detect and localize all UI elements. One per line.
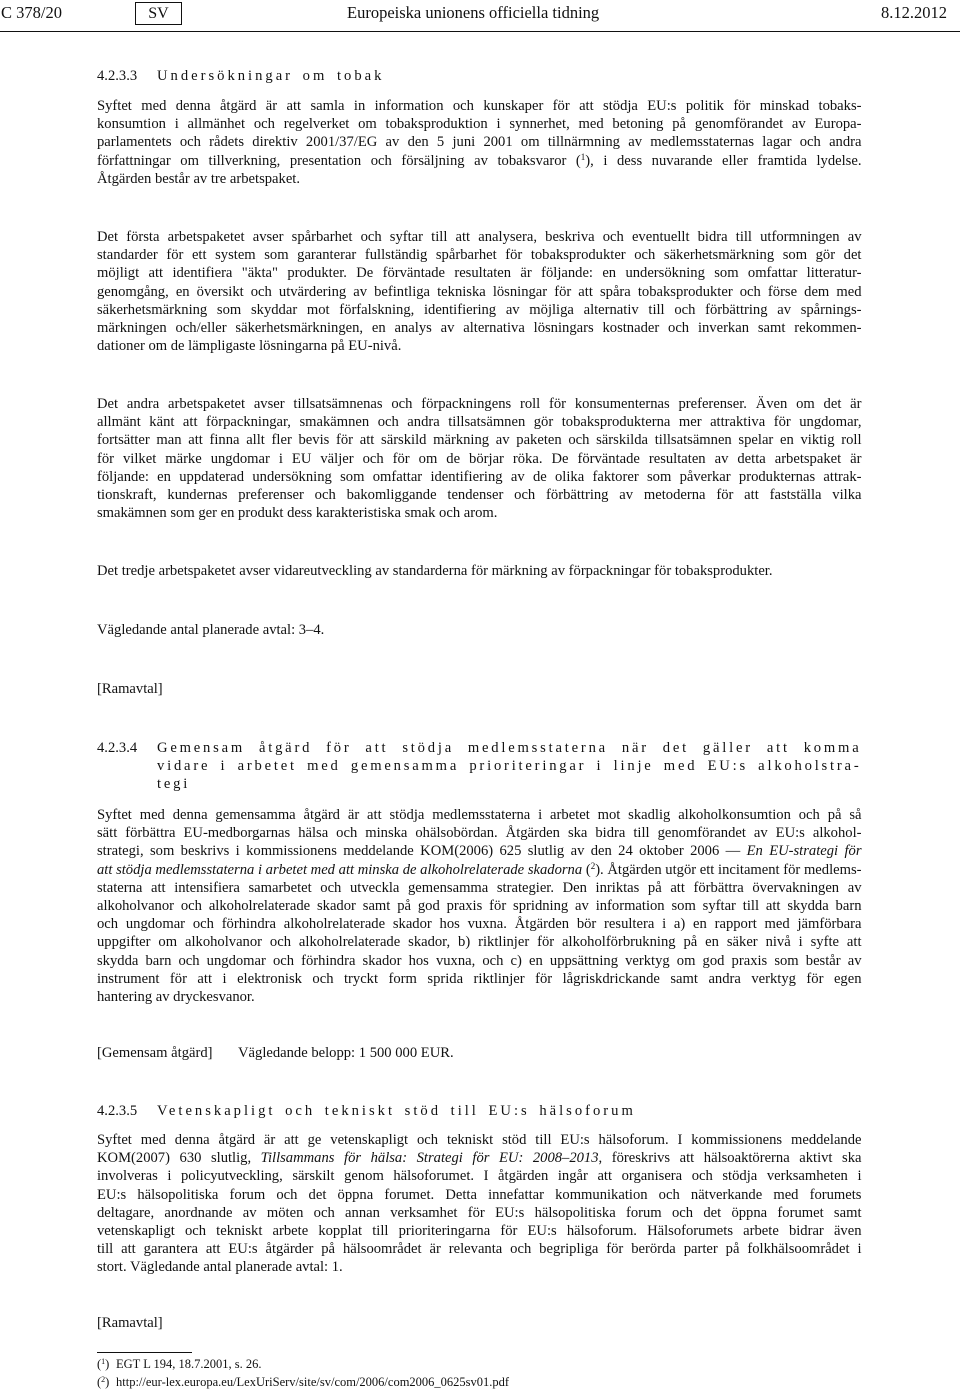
page-reference: C 378/20: [1, 3, 62, 22]
language-badge: SV: [135, 2, 182, 25]
paragraph-line: tionskraft, kundernas preferenser och bakomliggande tendenser och förbättring av metoderna för att fastställa vilka: [97, 486, 862, 503]
paragraph-line: för vilket märke ungdomar i EU väljer och för om de börjar röka. De förväntade resultaten av detta arbetspaket är: [97, 450, 862, 467]
paragraph-line: Syftet med denna åtgärd är att samla in information och kunskaper för att stödja EU:s politik för minskad tobaks-: [97, 98, 862, 114]
paragraph-line: följande: en uppdaterad undersökning som omfattar identifiering av de olika faktorer som påverkar produkternas attrak-: [97, 468, 862, 485]
paragraph-intro: [97, 97, 862, 188]
paragraph-line: uppgifter om alkoholvanor och alkoholrelaterade skador, b) riktlinjer för alkoholförbrukning på en säker nivå i syfte att: [97, 934, 862, 951]
line-text: ). Åtgärden utgör ett incitament för medlems-: [595, 861, 862, 878]
funding-type: [Gemensam åtgärd]: [97, 1045, 213, 1061]
paragraph-line: möjligt att identifiera "äkta" produkter. De förväntade resultaten är följande: en undersökning som omfattar litteratur-: [97, 265, 862, 282]
paragraph-health-forum: [97, 1131, 862, 1277]
paragraph-line: smakämnen som ger en produkt dess karakteristiska smak och arom.: [97, 505, 498, 522]
paragraph-line: sätt förbättra EU-medborgarnas hälsa och minska ohälsobördan. Åtgärden ska bidra till genomförandet av EU:s alkohol-: [97, 825, 862, 842]
indicative-amount: Vägledande belopp: 1 500 000 EUR.: [238, 1045, 454, 1061]
line-text: , föreskrivs att hälsoaktörerna aktivt ska: [598, 1150, 862, 1167]
footnote: [97, 1355, 862, 1373]
paragraph-line: säkerhetsmärkning som skyddar mot förfalskning, identifiering av möjliga alternativ till och förbättring av spårnings-: [97, 301, 862, 318]
contract-type: [97, 1314, 862, 1332]
paragraph-line: alkoholvanor och alkoholrelaterade skador samt på god praxis för spridning av information som syftar till att skydda barn: [97, 897, 862, 914]
paragraph-line: vetenskapligt och tekniskt arbete kopplat till prioriteringarna för EU:s hälsoforum. Hälsoforumets arbete bidrar även: [97, 1222, 862, 1239]
footnote-ref: [97, 1373, 109, 1391]
paragraph-line: standarder för ett system som garanterar fullständig spårbarhet för tobaksprodukter och säkerhetsmärkning som gör det: [97, 247, 862, 264]
paragraph-line: EU:s hälsopolitiska forum och det öppna forumet. Detta innefattar kommunikation och nätverkande med forumets: [97, 1186, 862, 1203]
section-title-line: vidare i arbetet med gemensamma prioriteringar i linje med EU:s alkoholstra-: [157, 758, 862, 775]
paragraph-line: allmänt känt att förpackningar, smakämnen och andra tillsatsämnen gör tobaksprodukterna mer attraktiva för ungdomar,: [97, 414, 862, 431]
paragraph-line: och ungdomar och förhindra alkoholrelaterade skador hos vuxna. Åtgärden bör resultera i a) en rapport med jämförbara: [97, 916, 862, 933]
section-title-line: Gemensam åtgärd för att stödja medlemsstaterna när det gäller att komma: [157, 740, 862, 756]
paragraph-line: deltagare, anordnande av möten och annan verksamhet för EU:s hälsopolitiska forum och det öppna forumet samt: [97, 1204, 862, 1221]
paren: ): [105, 1357, 110, 1371]
paragraph-line: [97, 842, 862, 860]
paragraph-line: [Ramavtal]: [97, 1315, 163, 1331]
section-title: Undersökningar om tobak: [157, 68, 385, 84]
footnote: [97, 1373, 862, 1391]
paragraph-line: konsumtion i allmänhet och regelverket om tobaksproduktion i synnerhet, med betoning på genomförandet av Europa-: [97, 116, 862, 133]
footnote-rule: [97, 1352, 192, 1353]
paragraph-line: dationer om de lämpligaste lösningarna på EU-nivå.: [97, 338, 402, 355]
paragraph-line: Det andra arbetspaketet avser tillsatsämnenas och förpackningens roll för konsumenternas preferenser. Även om det är: [97, 396, 862, 412]
paragraph-work-package-2: [97, 395, 862, 522]
header-rule: [0, 31, 960, 32]
paragraph-line: till att garantera att EU:s åtgärder på hälsoområdet är relevanta och begripliga för berörda parter på folkhälsoområdet i: [97, 1241, 862, 1258]
paragraph-line: skydda barn och ungdomar och förhindra skador hos vuxna, och c) en uppsättning verktyg om god praxis som består av: [97, 952, 862, 969]
footnote-marker: 2: [590, 860, 596, 871]
paragraph-line: [97, 861, 862, 879]
paragraph-line: [Ramavtal]: [97, 681, 163, 697]
line-text: strategi, som beskrivs i kommissionens meddelande KOM(2006) 625 slutlig av den 24 oktober 2006 —: [97, 843, 747, 860]
line-text: författningar om tillverkning, presentation och försäljning av tobaksvaror (: [97, 152, 581, 169]
paragraph-line: [97, 1149, 862, 1167]
footnote-number: 2: [101, 1375, 106, 1384]
footnote-text: EGT L 194, 18.7.2001, s. 26.: [116, 1357, 262, 1371]
paragraph-line: genomgång, en översikt och utvärdering av befintliga tekniska lösningar för att spåra tobaksprodukter och förse dem med: [97, 283, 862, 300]
paragraph-line: staterna att intensifiera samarbetet och utveckla gemensamma strategier. Den inriktas på att förbättra övervakningen av: [97, 879, 862, 896]
section-number: 4.2.3.5: [97, 1103, 138, 1119]
line-text: ), i dess nuvarande eller framtida lydelse.: [585, 152, 862, 169]
paragraph-line: Syftet med denna åtgärd är att ge vetenskapligt och tekniskt stöd till EU:s hälsoforum. I kommissionens meddelande: [97, 1132, 862, 1148]
journal-title: Europeiska unionens officiella tidning: [347, 3, 600, 22]
contract-type: [97, 680, 862, 698]
paragraph-line: involveras i policyutveckling, särskilt genom hälsoforumet. I åtgärden ingår att organisera och stödja verksamheten i: [97, 1168, 862, 1185]
section-title: [157, 739, 862, 794]
paren: (: [97, 1375, 102, 1389]
paragraph-joint-action: [97, 806, 862, 1006]
line-text: KOM(2007) 630 slutlig,: [97, 1150, 261, 1167]
footnote-url-link[interactable]: http://eur-lex.europa.eu/LexUriServ/site/sv/com/2006/com2006_0625sv01.pdf: [116, 1375, 510, 1389]
paren: ): [105, 1375, 110, 1389]
agreements-count: [97, 621, 862, 639]
italic-text: Tillsammans för hälsa: Strategi för EU: 2008–2013: [260, 1150, 599, 1167]
section-number: 4.2.3.4: [97, 740, 138, 756]
section-title-line: tegi: [157, 776, 191, 793]
section-number: 4.2.3.3: [97, 68, 138, 84]
paren: (: [97, 1357, 102, 1371]
paragraph-line: märkningen och/eller säkerhetsmärkningen, en analys av alternativa lösningars kostnader och inverkan samt rekommen-: [97, 319, 862, 336]
italic-text: att stödja medlemsstaterna i arbetet med att minska de alkoholrelaterade skadorna: [97, 861, 583, 878]
section-title: Vetenskapligt och tekniskt stöd till EU:s hälsoforum: [157, 1103, 636, 1119]
paragraph-line: [97, 152, 862, 170]
paragraph-line: fortsätter man att finna allt fler bevis för att särskild märkning av paketen och särskilda tillsatsämnen spelar en viktig roll: [97, 432, 862, 449]
paragraph-line: Syftet med denna gemensamma åtgärd är att stödja medlemsstaterna i arbetet mot skadlig alkoholkonsumtion och på så: [97, 807, 862, 823]
publication-date: 8.12.2012: [881, 3, 947, 22]
paragraph-line: hantering av dryckesvanor.: [97, 988, 255, 1005]
paragraph-line: Vägledande antal planerade avtal: 3–4.: [97, 622, 325, 638]
paragraph-work-package-3: [97, 562, 862, 580]
line-text: (: [582, 861, 591, 878]
paragraph-line: Det första arbetspaketet avser spårbarhet och syftar till att analysera, beskriva och eventuellt bidra till utformningen av: [97, 229, 862, 245]
paragraph-line: Åtgärden består av tre arbetspaket.: [97, 170, 301, 187]
paragraph-line: parlamentets och rådets direktiv 2001/37/EG av den 5 juni 2001 om tillnärmning av medlemsstaternas lagar och andra: [97, 134, 862, 151]
paragraph-line: Det tredje arbetspaketet avser vidareutveckling av standarderna för märkning av förpackningar för tobaksprodukter.: [97, 563, 773, 579]
footnote-ref: [97, 1355, 109, 1373]
paragraph-line: stort. Vägledande antal planerade avtal: 1.: [97, 1259, 343, 1276]
footnote-number: 1: [101, 1357, 106, 1366]
italic-text: En EU-strategi för: [746, 843, 862, 860]
footnote-marker: 1: [580, 151, 586, 162]
paragraph-line: instrument för att i elektronisk och tryckt form sprida riktlinjer för lågriskdrickande samt andra verktyg för egen: [97, 970, 862, 987]
paragraph-work-package-1: [97, 228, 862, 355]
